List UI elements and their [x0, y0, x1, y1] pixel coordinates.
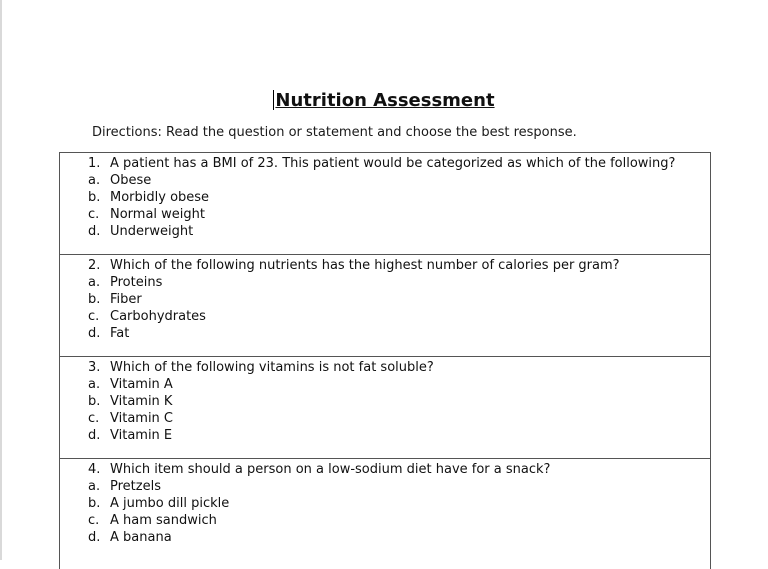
option-2b[interactable]	[88, 291, 710, 308]
question-text: A patient has a BMI of 23. This patient would be categorized as which of the following?	[110, 156, 676, 171]
option-letter: c.	[88, 309, 100, 324]
directions-text: Directions: Read the question or statement and choose the best response.	[92, 125, 577, 140]
option-letter: b.	[88, 292, 101, 307]
option-text: Fiber	[110, 292, 142, 307]
question-3	[88, 359, 710, 376]
option-3d[interactable]	[88, 427, 710, 444]
option-2a[interactable]	[88, 274, 710, 291]
option-letter: a.	[88, 275, 101, 290]
option-letter: b.	[88, 496, 101, 511]
option-4a[interactable]	[88, 478, 710, 495]
question-2	[88, 257, 710, 274]
option-letter: d.	[88, 530, 101, 545]
option-text: Proteins	[110, 275, 163, 290]
option-letter: c.	[88, 513, 100, 528]
question-text: Which item should a person on a low-sodium diet have for a snack?	[110, 462, 551, 477]
page-title	[0, 90, 768, 111]
option-1a[interactable]	[88, 172, 710, 189]
option-3a[interactable]	[88, 376, 710, 393]
option-text: Morbidly obese	[110, 190, 210, 205]
question-number: 3.	[88, 360, 101, 375]
option-3b[interactable]	[88, 393, 710, 410]
option-text: Vitamin E	[110, 428, 173, 443]
question-number: 1.	[88, 156, 101, 171]
option-4b[interactable]	[88, 495, 710, 512]
option-text: Obese	[110, 173, 152, 188]
option-4c[interactable]	[88, 512, 710, 529]
option-letter: d.	[88, 326, 101, 341]
question-block-2	[60, 255, 710, 357]
option-letter: a.	[88, 377, 101, 392]
question-text: Which of the following nutrients has the highest number of calories per gram?	[110, 258, 620, 273]
question-block-3	[60, 357, 710, 459]
question-1	[88, 155, 710, 172]
question-4	[88, 461, 710, 478]
option-text: Pretzels	[110, 479, 161, 494]
option-text: Vitamin C	[110, 411, 174, 426]
option-letter: d.	[88, 224, 101, 239]
page-edge	[0, 0, 2, 560]
option-1b[interactable]	[88, 189, 710, 206]
option-text: Fat	[110, 326, 130, 341]
option-letter: d.	[88, 428, 101, 443]
option-text: Carbohydrates	[110, 309, 206, 324]
option-letter: b.	[88, 190, 101, 205]
option-4d[interactable]	[88, 529, 710, 546]
option-text: Normal weight	[110, 207, 205, 222]
question-block-4	[60, 459, 710, 569]
option-letter: b.	[88, 394, 101, 409]
option-text: Vitamin K	[110, 394, 173, 409]
option-letter: a.	[88, 173, 101, 188]
question-table	[59, 152, 711, 569]
option-text: Vitamin A	[110, 377, 173, 392]
option-text: Underweight	[110, 224, 194, 239]
option-2c[interactable]	[88, 308, 710, 325]
option-2d[interactable]	[88, 325, 710, 342]
question-text: Which of the following vitamins is not fat soluble?	[110, 360, 434, 375]
option-text: A jumbo dill pickle	[110, 496, 230, 511]
option-1d[interactable]	[88, 223, 710, 240]
option-letter: c.	[88, 411, 100, 426]
option-text: A banana	[110, 530, 172, 545]
option-letter: a.	[88, 479, 101, 494]
option-3c[interactable]	[88, 410, 710, 427]
option-1c[interactable]	[88, 206, 710, 223]
page-title-text: Nutrition Assessment	[275, 90, 495, 111]
question-number: 2.	[88, 258, 101, 273]
question-number: 4.	[88, 462, 101, 477]
option-letter: c.	[88, 207, 100, 222]
question-block-1	[60, 153, 710, 255]
option-text: A ham sandwich	[110, 513, 217, 528]
